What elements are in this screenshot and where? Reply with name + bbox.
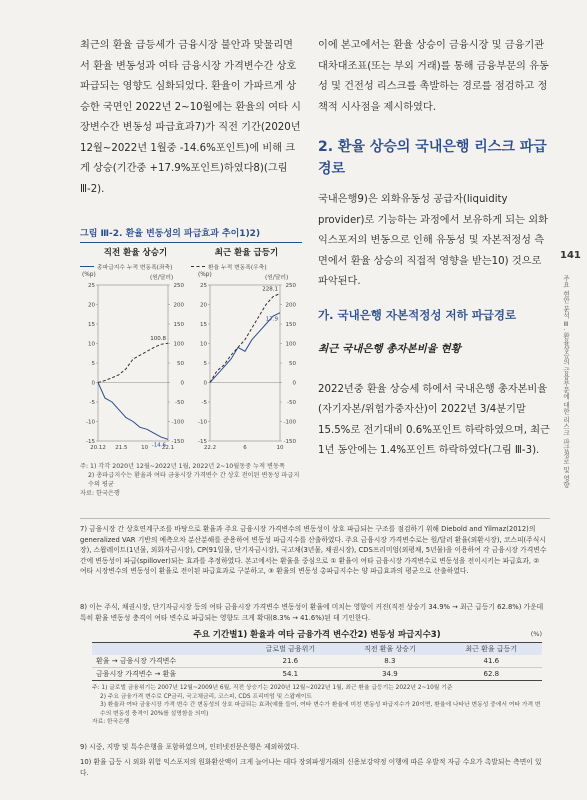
data-label: 228.1: [262, 286, 278, 293]
right-tick-label: -150: [283, 439, 296, 445]
table-note: 2) 주요 금융가격 변수로 CP금리, 국고채금리, 코스피, CDS 프리미엄 및 스왑레이트: [100, 693, 313, 700]
right-column: [318, 36, 550, 462]
left-tick-label: 5: [203, 361, 207, 367]
left-tick-label: -15: [198, 439, 207, 445]
panel-left-title: 직전 환율 상승기: [103, 248, 168, 258]
right-tick-label: -150: [171, 439, 184, 445]
table-cell: 8.3: [384, 657, 396, 665]
panel-right-title: 최근 환율 급등기: [214, 248, 279, 258]
x-tick-label: 6: [243, 445, 247, 451]
spillover-table: [92, 642, 542, 681]
table-title: 주요 기간별1) 환율과 여타 금융가격 변수간2) 변동성 파급지수3): [193, 630, 441, 640]
right-tick-label: 150: [285, 322, 296, 328]
chart-area: [80, 281, 302, 457]
page-number: 141: [560, 250, 581, 261]
figure-notes: [80, 462, 302, 498]
left-tick-label: 25: [200, 283, 207, 289]
x-tick-label: 22.1: [161, 445, 175, 451]
unit-left: (%p): [82, 272, 96, 278]
x-tick-label: 10: [141, 445, 149, 451]
table-cell: 54.1: [282, 670, 299, 678]
data-label: 17.9: [265, 316, 278, 323]
x-tick-label: 10: [276, 445, 284, 451]
x-tick-label: 20.12: [90, 445, 106, 451]
legend-solid-label: 총파급지수 누적 변동폭(좌축): [97, 265, 173, 271]
footnote-8: 8) 이는 주식, 채권시장, 단기자금시장 등의 여타 금융시장 가격변수 변동성이 환율에 미치는 영향이 커진(직전 상승기 34.9% → 최근 급등기 62.8%) 가운데 특히 환율 변동성 충격이 여타 변수로 파급되는 영향도 크게 확대(8.3% → 41.6%)된 데 기인한다.: [80, 603, 544, 622]
section-heading: 2. 환율 상승의 국내은행 리스크 파급경로: [318, 139, 547, 177]
figure-title: 그림 Ⅲ-2. 환율 변동성의 파급효과 추이1)2): [80, 229, 261, 239]
series-line-exchange-rate: [98, 343, 168, 382]
data-label: 100.8: [150, 336, 166, 343]
table-notes: [92, 684, 542, 727]
plot-frame: [98, 285, 168, 441]
sub-sub-heading: 최근 국내은행 총자본비율 현황: [318, 342, 461, 355]
unit-right: (원/달러): [265, 275, 289, 281]
right-tick-label: 50: [177, 361, 184, 367]
left-tick-label: 15: [88, 322, 95, 328]
series-line-exchange-rate: [210, 294, 280, 383]
right-intro-paragraph: 이에 본고에서는 환율 상승이 금융시장 및 금융기관 대차대조표(또는 부외 거래)를 통해 금융부문의 유동성 및 건전성 리스크를 촉발하는 경로를 점검하고 정책적 시사점을 제시하였다.: [318, 40, 549, 113]
left-tick-label: -5: [201, 400, 207, 406]
right-tick-label: 250: [173, 283, 184, 289]
left-tick-label: 15: [200, 322, 207, 328]
unit-mid-left: (원/달러): [150, 275, 174, 281]
table-header-cell: 직전 환율 상승기: [339, 643, 440, 656]
left-tick-label: -15: [86, 439, 95, 445]
side-running-title: 주요 현안 분석 Ⅲ. 환율상승의 금융부문에 대한 리스크 파급경로 및 영향: [562, 275, 570, 488]
footnote-9: 9) 시중, 지방 및 특수은행을 포함하였으며, 인터넷전문은행은 제외하였다.: [80, 743, 299, 751]
series-line-spillover-index: [210, 313, 280, 383]
right-tick-label: 100: [173, 341, 184, 348]
x-tick-label: 21.5: [115, 445, 128, 451]
table-cell: 21.6: [282, 657, 299, 665]
left-tick-label: 20: [200, 302, 207, 309]
right-tick-label: -100: [171, 419, 184, 426]
right-tick-label: 0: [292, 380, 296, 387]
table-header-cell: 글로벌 금융위기: [242, 643, 340, 656]
footnote-10: 10) 환율 급등 시 외화 위험 익스포저의 원화환산액이 크게 늘어나는 데다 장외파생거래의 신용보강약정 이행에 따른 우발적 자금 수요가 촉발되는 측면이 있다.: [80, 758, 542, 777]
figure-source: 자료: 한국은행: [80, 490, 120, 497]
right-tick-label: -50: [287, 400, 296, 406]
left-tick-label: 0: [203, 380, 207, 387]
table-row: [92, 668, 542, 681]
right-tick-label: 100: [285, 341, 296, 348]
unit-mid-right: (%p): [198, 272, 212, 278]
right-tick-label: 200: [173, 302, 184, 309]
left-tick-label: -5: [89, 400, 95, 406]
left-paragraph: 최근의 환율 급등세가 금융시장 불안과 맞물리면서 환율 변동성과 여타 금융시장 가격변수간 상호 파급되는 영향도 심화되었다. 환율이 가파르게 상승한 국면인 2022년 2~10월에는 환율의 여타 시장변수간 변동성 파급효과7)가 직전 기간(2020년 12월~2022년 1월중 -14.6%포인트)에 비해 크게 상승(기간중 +17.9%포인트)하였다8)(그림 Ⅲ-2).: [80, 40, 301, 195]
left-tick-label: 5: [91, 361, 95, 367]
table-source: 자료: 한국은행: [92, 719, 130, 725]
right-tick-label: -50: [175, 400, 184, 406]
table-header-cell: [92, 643, 242, 656]
left-tick-label: 25: [88, 283, 95, 289]
table-cell: 41.6: [483, 657, 500, 665]
figure-note: 주: 1) 각각 2020년 12월~2022년 1월, 2022년 2~10월동중 누적 변동폭: [80, 463, 285, 470]
left-tick-label: -10: [198, 419, 207, 426]
figure: [80, 226, 302, 498]
legend-dashed-label: 환율 누적 변동폭(우축): [208, 265, 267, 271]
table-row-label: 환율 → 금융시장 가격변수: [96, 657, 177, 665]
legend-solid-swatch: [80, 266, 94, 267]
x-tick-label: 22.2: [203, 445, 217, 451]
table-row: [92, 655, 542, 668]
series-line-spillover-index: [98, 383, 168, 440]
table-cell: 62.8: [483, 670, 500, 678]
left-tick-label: -10: [86, 419, 95, 426]
table-header-row: [92, 643, 542, 656]
right-tick-label: 50: [289, 361, 296, 367]
legend-dashed-swatch: [191, 266, 205, 267]
table-row-label: 금융시장 가격변수 → 환율: [96, 670, 177, 678]
table-note: 3) 환율과 여타 금융시장 가격 변수 간 변동성의 상호 파급되는 효과(예를 들어, 여타 변수가 환율에 미친 변동성 파급지수가 20이면, 환율에 나타난 변동성 중에서 여타 가격 변수의 변동성 충격이 20%를 설명함을 의미): [100, 702, 541, 717]
right-tick-label: -100: [283, 419, 296, 426]
sub-heading: 가. 국내은행 자본적정성 저하 파급경로: [318, 307, 517, 322]
footnote-7: 7) 금융시장 간 상호연계구조를 바탕으로 환율과 주요 금융시장 가격변수의 변동성이 상호 파급되는 구조를 점검하기 위해 Diebold and Yilmaz(2012)의 generalized VAR 기반의 예측오차 분산분해를 준용하여 변동성 파급지수를 산출하였다. 주요 금융시장 가격변수로는 원/달러 환율(외환시장), 코스피(주식시장), 스왑레이트(1년물, 외화자금시장), CP(91일물, 단기자금시장), 국고채(3년물, 채권시장), CDS프리미엄(외평채, 5년물)을 이용하여 각 금융시장 가격변수 간에 변동성이 파급(spillover)되는 효과를 추정하였다. 본고에서는 환율을 중심으로 ① 환율이 여타 금융시장 가격변수로 변동성을 전이시키는 파급효과, ② 여타 시장변수의 변동성이 환율로 전이된 파급효과로 구분하고, ③ 환율의 변동성 총파급지수는 양 파급효과의 평균으로 산출하였다.: [80, 525, 547, 575]
capital-ratio-paragraph: 2022년중 환율 상승세 하에서 국내은행 총자본비율(자기자본/위험가중자산)이 2022년 3/4분기말 15.5%로 전기대비 0.6%포인트 하락하였으며, 최근 1년 동안에는 1.4%포인트 하락하였다(그림 Ⅲ-3).: [318, 383, 550, 456]
table-cell: 34.9: [382, 670, 398, 678]
right-tick-label: 0: [180, 380, 184, 387]
footnote-divider: [80, 518, 550, 519]
table-header-cell: 최근 환율 급등기: [441, 643, 542, 656]
section-paragraph: 국내은행9)은 외화유동성 공급자(liquidity provider)로 기능하는 과정에서 보유하게 되는 외화 익스포저의 변동으로 인해 유동성 및 자본적정성 측면에서 환율 상승의 직접적 영향을 받는10) 것으로 파악된다.: [318, 194, 548, 287]
figure-note: 2) 총파급지수는 환율과 여타 금융시장 가격변수 간 상호 전이된 변동성 파급지수의 평균: [88, 472, 300, 488]
data-label: -14.6: [151, 442, 166, 449]
left-tick-label: 20: [88, 302, 95, 309]
right-tick-label: 250: [285, 283, 296, 289]
left-tick-label: 0: [91, 380, 95, 387]
plot-frame: [210, 285, 280, 441]
left-tick-label: 10: [200, 341, 207, 348]
left-tick-label: 10: [88, 341, 95, 348]
table-note: 주: 1) 글로벌 금융위기는 2007년 12월~2009년 6월, 직전 상승기는 2020년 12월~2022년 1월, 최근 환율 급등기는 2022년 2~10월 기준: [92, 685, 453, 691]
right-tick-label: 150: [173, 322, 184, 328]
right-tick-label: 200: [285, 302, 296, 309]
spillover-table-block: [92, 628, 542, 727]
table-unit: (%): [530, 630, 542, 638]
